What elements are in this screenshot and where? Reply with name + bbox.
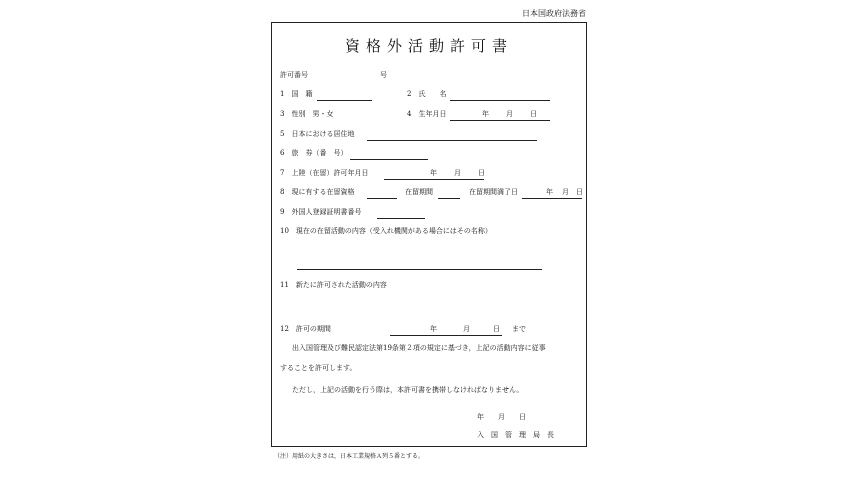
permit-no-label: 許可番号 — [280, 71, 308, 79]
issue-date: 年 月 日 — [477, 413, 526, 421]
signatory: 入 国 管 理 局 長 — [477, 431, 554, 439]
status-label: 8 現に有する在留資格 — [280, 188, 355, 196]
publisher-label: 日本国政府法務省 — [522, 9, 586, 18]
status-line — [367, 198, 397, 199]
dob-month: 月 — [506, 110, 513, 118]
sex-label: 3 性別 男・女 — [280, 110, 334, 118]
expiry-label: 在留期間満了日 — [469, 188, 518, 196]
permit-no-suffix: 号 — [380, 71, 387, 79]
new-activity-label: 11 新たに許可された活動の内容 — [280, 281, 387, 289]
permit-until: まで — [512, 325, 526, 333]
landing-label: 7 上陸（在留）許可年月日 — [280, 169, 369, 177]
expiry-month: 月 — [562, 188, 569, 196]
permit-period-label: 12 許可の期間 — [280, 325, 331, 333]
landing-line — [384, 179, 484, 180]
address-label: 5 日本における居住地 — [280, 130, 355, 138]
alien-reg-label: 9 外国人登録証明書番号 — [280, 208, 362, 216]
period-line — [438, 198, 460, 199]
footnote: （注）用紙の大きさは，日本工業規格Ａ列５番とする。 — [274, 453, 425, 460]
permit-month: 月 — [463, 325, 470, 333]
dob-line — [450, 120, 550, 121]
permit-form — [271, 22, 587, 447]
current-activity-label: 10 現在の在留活動の内容（受入れ機関がある場合にはその名称） — [280, 227, 492, 235]
dob-year: 年 — [482, 110, 489, 118]
expiry-year: 年 — [546, 188, 553, 196]
name-label: 2 氏 名 — [407, 90, 447, 98]
expiry-line — [522, 198, 582, 199]
statement-line-3: ただし，上記の活動を行う際は，本許可書を携帯しなければなりません。 — [292, 386, 524, 394]
form-title: 資格外活動許可書 — [344, 37, 513, 55]
statement-line-1: 出入国管理及び難民認定法第19条第２項の規定に基づき，上記の活動内容に従事 — [292, 344, 546, 352]
expiry-day: 日 — [576, 188, 583, 196]
landing-month: 月 — [454, 169, 461, 177]
passport-label: 6 旅 券（番 号） — [280, 149, 348, 157]
dob-label: 4 生年月日 — [407, 110, 447, 118]
address-line — [367, 140, 537, 141]
passport-line — [350, 159, 428, 160]
permit-day: 日 — [493, 325, 500, 333]
permit-year: 年 — [430, 325, 437, 333]
nationality-line — [317, 100, 372, 101]
period-label: 在留期間 — [405, 188, 433, 196]
nationality-label: 1 国 籍 — [280, 90, 313, 98]
statement-line-2: することを許可します。 — [280, 364, 357, 372]
dob-day: 日 — [530, 110, 537, 118]
permit-period-line — [390, 335, 502, 336]
landing-year: 年 — [430, 169, 437, 177]
landing-day: 日 — [478, 169, 485, 177]
name-line — [450, 100, 550, 101]
current-activity-line — [297, 269, 542, 270]
alien-reg-line — [377, 218, 425, 219]
